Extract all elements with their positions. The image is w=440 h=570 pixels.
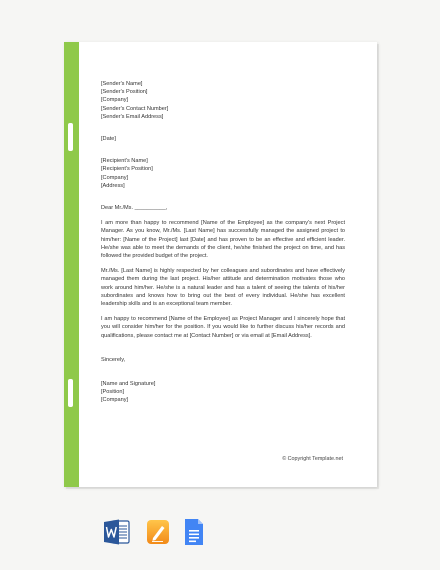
- paragraph-3: I am happy to recommend [Name of the Employee] as Project Manager and I sincerely hope that you will consider him/her for the position. If you would like to further discuss his/her records and qualifications, please contact me at [Contact Number] or via email at [Email Address].: [101, 316, 345, 339]
- binder-strip: [64, 42, 79, 487]
- word-icon[interactable]: [104, 518, 130, 546]
- recipient-name: [Recipient's Name]: [101, 158, 148, 165]
- paragraph-2: Mr./Ms. [Last Name] is highly respected by her colleagues and subordinates and have effectively managed them during the last project. His/her attitude and determination motivates those who work around him/her. He/she is a natural leader and has a talent of seeing the talents of his/her subordinates and knows how to bring out the best of every individual. He/she has excellent leadership skills and is an exceptional team member.: [101, 268, 345, 308]
- sender-name: [Sender's Name]: [101, 81, 143, 87]
- letter-date: [Date]: [101, 136, 116, 143]
- recipient-block: [101, 157, 345, 190]
- binder-tab: [68, 379, 73, 407]
- sender-email: [Sender's Email Address]: [101, 113, 164, 120]
- recipient-position: [Recipient's Position]: [101, 166, 153, 173]
- sender-company: [Company]: [101, 97, 129, 104]
- salutation: Dear Mr./Ms. __________,: [101, 205, 168, 212]
- binder-tab: [68, 123, 73, 151]
- recipient-address: [Address]: [101, 182, 125, 189]
- paragraph-1: I am more than happy to recommend [Name of the Employee] as the company's next Project Manager. As you know, Mr./Ms. [Last Name] has successfully managed the assigned project to him/her: [Name of the Project] last [Date] and has proven to be an effective and efficient leader. He/she was able to meet the demands of the client, he/she finished the project on time, and has followed the provided budget of the project.: [101, 220, 345, 260]
- signature-position: [Position]: [101, 389, 125, 396]
- sender-position: [Sender's Position]: [101, 89, 148, 96]
- sender-contact-number: [Sender's Contact Number]: [101, 105, 169, 112]
- recipient-company: [Company]: [101, 174, 129, 181]
- signature-block: [101, 380, 345, 405]
- letter-document: [64, 42, 377, 487]
- sender-block: [101, 80, 345, 121]
- pages-icon[interactable]: [146, 518, 170, 546]
- copyright-footer: © Copyright Template.net: [282, 456, 343, 462]
- signature-company: [Company]: [101, 397, 129, 404]
- letter-body: [101, 80, 345, 405]
- signature-name: [Name and Signature]: [101, 381, 156, 388]
- closing: Sincerely,: [101, 356, 126, 363]
- google-docs-icon[interactable]: [184, 518, 204, 546]
